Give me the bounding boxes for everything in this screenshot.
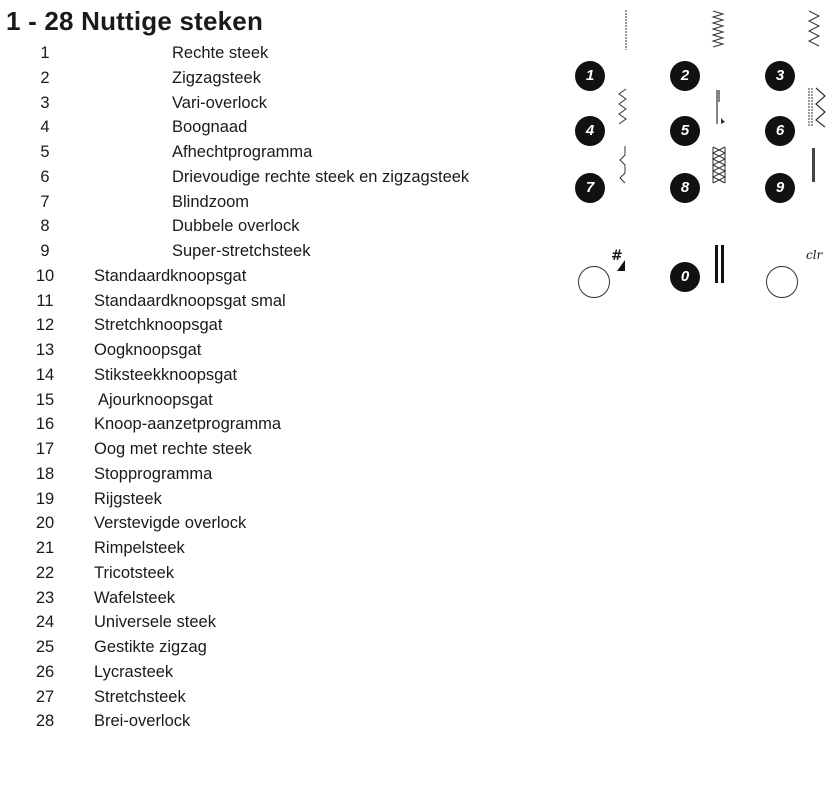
stitch-number: 15 [35, 390, 55, 409]
stitch-row [26, 363, 586, 387]
stitch-label: Lycrasteek [94, 662, 174, 681]
stitch-row [26, 388, 586, 412]
key-2[interactable]: 2 [670, 61, 700, 91]
stitch-label: Stiksteekknoopsgat [94, 365, 238, 384]
stitch-row [26, 214, 586, 238]
stitch-number: 21 [35, 539, 55, 557]
stitch-row [26, 709, 586, 733]
triple-stitch-icon [806, 86, 828, 130]
stitch-number: 14 [35, 365, 55, 384]
stitch-number: 19 [35, 489, 55, 508]
stitch-number: 7 [40, 192, 50, 211]
stitch-label: Knoop-aanzetprogramma [94, 415, 282, 434]
stitch-number: 20 [35, 514, 55, 533]
super-stretch-icon [808, 146, 820, 186]
stitch-number: 23 [35, 588, 55, 607]
stitch-number: 18 [35, 464, 55, 483]
stitch-number: 27 [35, 687, 55, 706]
stitch-label: Oog met rechte steek [94, 440, 252, 458]
stitch-row [26, 91, 586, 115]
stitch-number: 13 [35, 341, 55, 359]
stitch-label: Rijgsteek [94, 489, 162, 508]
tie-off-icon [712, 88, 726, 128]
stitch-row [26, 487, 586, 511]
key-1[interactable]: 1 [575, 61, 605, 91]
stitch-label: Stretchknoopsgat [94, 316, 223, 335]
stitch-number: 2 [40, 68, 50, 87]
stitch-label: Verstevigde overlock [94, 514, 247, 533]
stitch-row [26, 239, 586, 263]
stitch-row [26, 338, 586, 362]
stitch-label: Gestikte zigzag [94, 638, 207, 656]
stitch-label: Blindzoom [172, 192, 250, 211]
stitch-number: 8 [40, 217, 50, 236]
stitch-label: Afhechtprogramma [172, 143, 313, 161]
stitch-row [26, 140, 586, 164]
stitch-number: 3 [40, 93, 50, 112]
stitch-label: Vari-overlock [172, 93, 268, 112]
stitch-number: 12 [35, 316, 55, 335]
key-7[interactable]: 7 [575, 173, 605, 203]
double-overlock-icon [710, 145, 728, 185]
vari-overlock-icon [806, 10, 822, 50]
stitch-number: 26 [35, 662, 55, 681]
stitch-row [26, 610, 586, 634]
stitch-label: Standaardknoopsgat smal [94, 291, 286, 310]
stitch-label: Boognaad [172, 118, 248, 137]
stitch-row [26, 412, 586, 436]
page-title: 1 - 28 Nuttige steken [6, 6, 264, 36]
stitch-label: Standaardknoopsgat [94, 266, 247, 285]
stitch-row [26, 165, 586, 189]
clr-label: clr [806, 248, 823, 262]
stitch-row [26, 66, 586, 90]
zigzag-stitch-icon [710, 10, 726, 50]
stitch-label: Oogknoopsgat [94, 341, 202, 359]
stitch-label: Rimpelsteek [94, 539, 185, 557]
stitch-label: Rechte steek [172, 44, 269, 62]
clr-key[interactable] [766, 266, 798, 298]
stitch-row [26, 437, 586, 461]
stitch-label: Drievoudige rechte steek en zigzagsteek [172, 167, 470, 186]
stitch-label: Stretchsteek [94, 687, 186, 706]
stitch-row [26, 561, 586, 585]
triangle-marker-icon [617, 260, 627, 272]
stitch-number: 24 [35, 613, 55, 632]
stitch-row [26, 586, 586, 610]
stitch-number: 9 [40, 242, 50, 260]
stitch-row [26, 115, 586, 139]
stitch-row [26, 511, 586, 535]
stitch-number: 17 [35, 440, 55, 458]
stitch-number: 16 [35, 415, 55, 434]
key-8[interactable]: 8 [670, 173, 700, 203]
key-9[interactable]: 9 [765, 173, 795, 203]
arch-seam-icon [616, 88, 630, 128]
stitch-label: Brei-overlock [94, 712, 191, 731]
key-5[interactable]: 5 [670, 116, 700, 146]
stitch-row [26, 536, 586, 560]
key-4[interactable]: 4 [575, 116, 605, 146]
stitch-row [26, 635, 586, 659]
stitch-row [26, 313, 586, 337]
buttonhole-icon [713, 244, 727, 286]
hash-key[interactable] [578, 266, 610, 298]
stitch-number: 5 [40, 143, 50, 161]
stitch-number: 6 [40, 167, 50, 186]
stitch-label: Stopprogramma [94, 464, 213, 483]
key-3[interactable]: 3 [765, 61, 795, 91]
blind-hem-icon [616, 145, 630, 185]
stitch-label: Universele steek [94, 613, 216, 632]
stitch-number: 1 [40, 44, 50, 62]
stitch-row [26, 190, 586, 214]
stitch-number: 22 [35, 563, 55, 582]
stitch-label: Wafelsteek [94, 588, 176, 607]
stitch-number: 10 [35, 266, 55, 285]
stitch-number: 28 [35, 712, 55, 731]
key-0[interactable]: 0 [670, 262, 700, 292]
stitch-label: Super-stretchsteek [172, 242, 311, 260]
key-6[interactable]: 6 [765, 116, 795, 146]
stitch-row [26, 660, 586, 684]
stitch-label: Tricotsteek [94, 563, 175, 582]
stitch-label: Dubbele overlock [172, 217, 300, 236]
stitch-row [26, 41, 586, 65]
straight-stitch-icon [620, 10, 632, 50]
stitch-row [26, 462, 586, 486]
stitch-number: 25 [35, 638, 55, 656]
stitch-label: Ajourknoopsgat [98, 390, 213, 409]
stitch-row [26, 289, 586, 313]
stitch-number: 11 [36, 291, 54, 310]
stitch-row [26, 685, 586, 709]
hash-label: # [611, 248, 623, 264]
stitch-label: Zigzagsteek [172, 68, 261, 87]
stitch-row [26, 264, 586, 288]
stitch-number: 4 [40, 118, 50, 137]
